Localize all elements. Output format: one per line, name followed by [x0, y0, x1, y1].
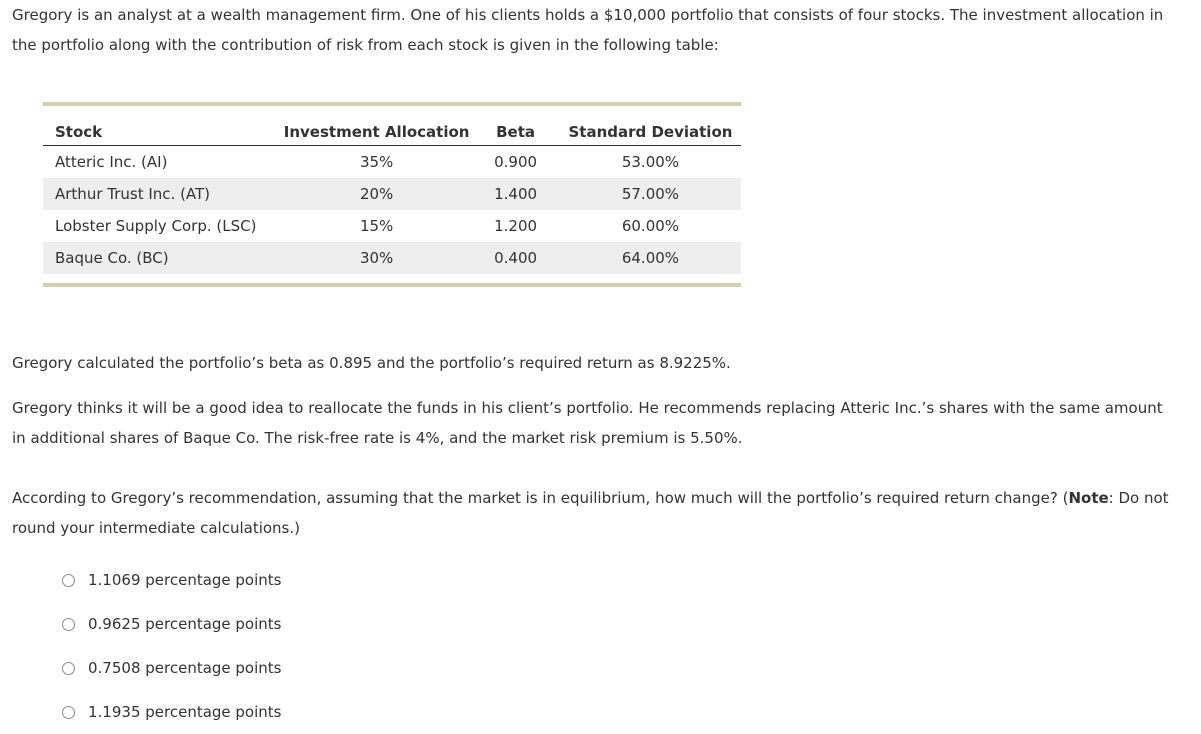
radio-button-icon[interactable] — [62, 574, 75, 587]
cell-allocation: 15% — [359, 217, 394, 235]
header-beta: Beta — [471, 119, 560, 146]
answer-option-label[interactable]: 0.7508 percentage points — [88, 659, 282, 677]
table-row — [43, 146, 741, 179]
note-label: Note — [1068, 489, 1109, 507]
cell-beta: 0.900 — [494, 153, 538, 171]
answer-option-3[interactable] — [62, 646, 281, 690]
answer-options — [62, 558, 281, 734]
cell-stock: Baque Co. (BC) — [43, 242, 282, 274]
cell-standard-deviation: 57.00% — [560, 178, 741, 210]
answer-option-label[interactable]: 1.1935 percentage points — [88, 703, 282, 721]
header-stock: Stock — [43, 119, 282, 146]
radio-button-icon[interactable] — [62, 662, 75, 675]
question-paragraph — [12, 483, 1172, 543]
cell-beta: 1.400 — [471, 178, 560, 210]
stock-table-container — [43, 102, 741, 287]
radio-button-icon[interactable] — [62, 706, 75, 719]
stock-table — [43, 119, 741, 274]
cell-beta: 1.200 — [494, 217, 538, 235]
table-header-row — [43, 119, 741, 146]
answer-option-label[interactable]: 1.1069 percentage points — [88, 571, 282, 589]
cell-stock: Atteric Inc. (AI) — [55, 153, 168, 171]
cell-standard-deviation: 64.00% — [560, 242, 741, 274]
cell-allocation: 30% — [282, 242, 471, 274]
cell-stock: Lobster Supply Corp. (LSC) — [55, 217, 257, 235]
answer-option-2[interactable] — [62, 602, 281, 646]
recommendation-paragraph: Gregory thinks it will be a good idea to reallocate the funds in his client’s portfolio. He recommends replacing Atteric Inc.’s shares with the same amount in additional shares of Baque Co. The risk-free rate is 4%, and the market risk premium is 5.50%. — [12, 399, 1163, 447]
cell-standard-deviation: 60.00% — [621, 217, 680, 235]
cell-stock: Arthur Trust Inc. (AT) — [43, 178, 282, 210]
cell-beta: 0.400 — [471, 242, 560, 274]
table-row — [43, 210, 741, 242]
cell-allocation: 35% — [359, 153, 394, 171]
answer-option-1[interactable] — [62, 558, 281, 602]
table-row — [43, 242, 741, 274]
cell-standard-deviation: 53.00% — [621, 153, 680, 171]
table-row — [43, 178, 741, 210]
header-investment-allocation: Investment Allocation — [282, 119, 471, 146]
question-text-after: : Do not round your intermediate calculations.) — [12, 489, 1169, 537]
answer-option-4[interactable] — [62, 690, 281, 734]
portfolio-beta-paragraph: Gregory calculated the portfolio’s beta as 0.895 and the portfolio’s required return as 8.9225%. — [12, 354, 731, 372]
radio-button-icon[interactable] — [62, 618, 75, 631]
header-standard-deviation: Standard Deviation — [560, 119, 741, 146]
answer-option-label[interactable]: 0.9625 percentage points — [88, 615, 282, 633]
cell-allocation: 20% — [282, 178, 471, 210]
question-text-before: According to Gregory’s recommendation, assuming that the market is in equilibrium, how much will the portfolio’s required return change? ( — [12, 489, 1069, 507]
intro-paragraph: Gregory is an analyst at a wealth management firm. One of his clients holds a $10,000 portfolio that consists of four stocks. The investment allocation in the portfolio along with the contribution of risk from each stock is given in the following table: — [12, 6, 1164, 54]
